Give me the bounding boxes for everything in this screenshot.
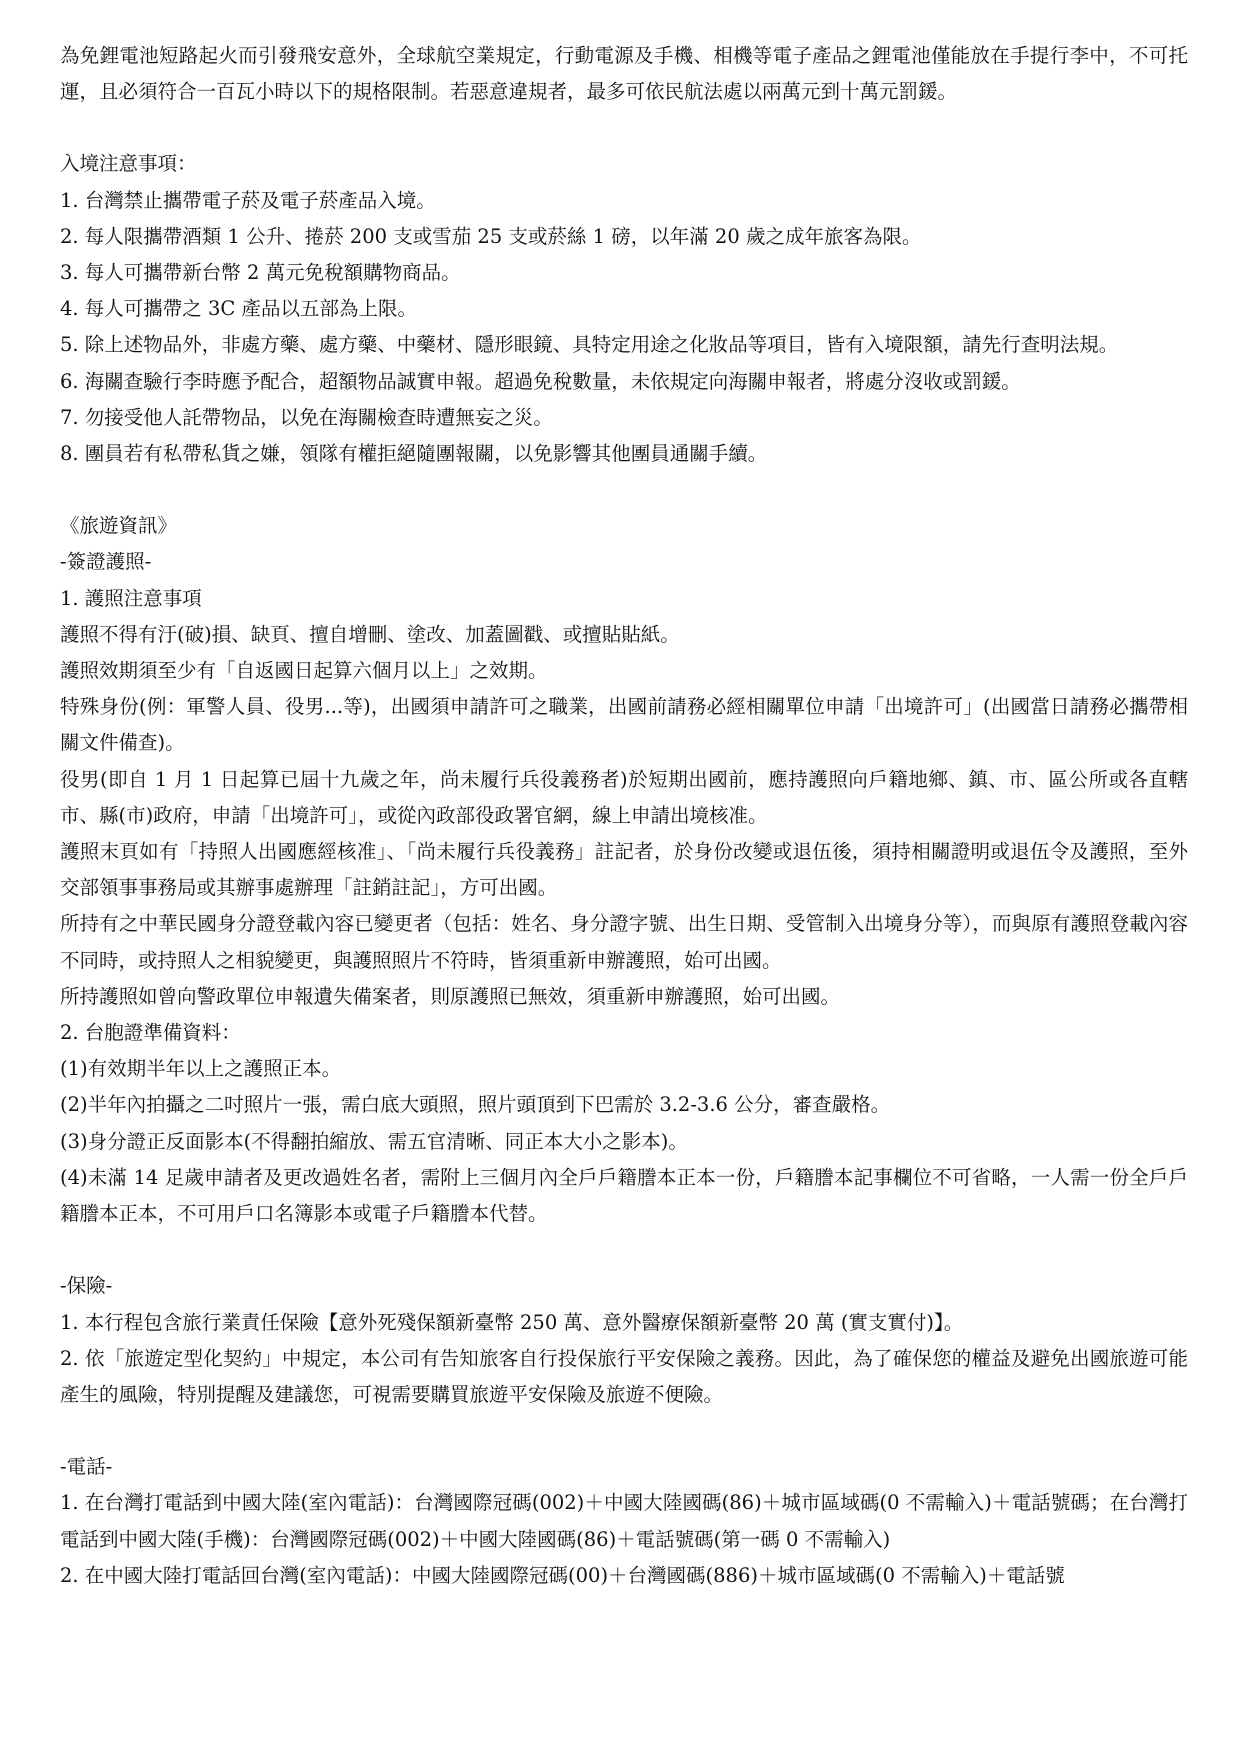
entry-item: 1. 台灣禁止攜帶電子菸及電子菸產品入境。 [60,188,436,212]
phone-heading: -電話- [60,1455,113,1479]
entry-item: 7. 勿接受他人託帶物品，以免在海關檢查時遭無妄之災。 [60,405,553,429]
spacer [60,472,1188,508]
permit-docs-title: 2. 台胞證準備資料： [60,1021,241,1045]
passport-item: 護照不得有汙(破)損、缺頁、擅自增刪、塗改、加蓋圖戳、或擅貼貼紙。 [60,622,680,646]
passport-item: 護照末頁如有「持照人出國應經核准」、「尚未履行兵役義務」註記者，於身份改變或退伍後，須持相關證明或退伍令及護照，至外交部領事事務局或其辦事處辦理「註銷註記」，方可出國。 [60,840,1188,900]
lithium-battery-notice: 為免鋰電池短路起火而引發飛安意外，全球航空業規定，行動電源及手機、相機等電子產品之鋰電池僅能放在手提行李中，不可托運，且必須符合一百瓦小時以下的規格限制。若惡意違規者，最多可依民航法處以兩萬元到十萬元罰鍰。 [60,44,1188,104]
phone-item: 2. 在中國大陸打電話回台灣(室內電話)：中國大陸國際冠碼(00)＋台灣國碼(886)＋城市區域碼(0 不需輸入)＋電話號 [60,1563,1065,1587]
permit-item: (3)身分證正反面影本(不得翻拍縮放、需五官清晰、同正本大小之影本)。 [60,1129,688,1153]
document-page [60,38,1188,1594]
entry-notes-heading: 入境注意事項： [60,152,197,176]
insurance-heading: -保險- [60,1274,113,1298]
entry-item: 3. 每人可攜帶新台幣 2 萬元免稅額購物商品。 [60,261,461,285]
insurance-item: 1. 本行程包含旅行業責任保險【意外死殘保額新臺幣 250 萬、意外醫療保額新臺幣 20 萬 (實支實付)】。 [60,1310,964,1334]
entry-item: 4. 每人可攜帶之 3C 產品以五部為上限。 [60,297,418,321]
spacer [60,1413,1188,1449]
phone-item: 1. 在台灣打電話到中國大陸(室內電話)：台灣國際冠碼(002)＋中國大陸國碼(86)＋城市區域碼(0 不需輸入)＋電話號碼；在台灣打電話到中國大陸(手機)：台灣國際冠碼(002)＋中國大陸國碼(86)＋電話號碼(第一碼 0 不需輸入) [60,1491,1188,1551]
passport-item: 護照效期須至少有「自返國日起算六個月以上」之效期。 [60,659,548,683]
passport-item: 役男(即自 1 月 1 日起算已屆十九歲之年，尚未履行兵役義務者)於短期出國前，應持護照向戶籍地鄉、鎮、市、區公所或各直轄市、縣(市)政府，申請「出境許可」，或從內政部役政署官網，線上申請出境核准。 [60,767,1188,827]
entry-item: 2. 每人限攜帶酒類 1 公升、捲菸 200 支或雪茄 25 支或菸絲 1 磅，以年滿 20 歲之成年旅客為限。 [60,224,922,248]
passport-item: 特殊身份(例：軍警人員、役男...等)，出國須申請許可之職業，出國前請務必經相關單位申請「出境許可」(出國當日請務必攜帶相關文件備查)。 [60,695,1188,755]
entry-item: 8. 團員若有私帶私貨之嫌，領隊有權拒絕隨團報關，以免影響其他團員通關手續。 [60,442,768,466]
passport-notes-title: 1. 護照注意事項 [60,586,202,610]
passport-item: 所持有之中華民國身分證登載內容已變更者（包括：姓名、身分證字號、出生日期、受管制入出境身分等），而與原有護照登載內容不同時，或持照人之相貌變更，與護照照片不符時，皆須重新申辦護照，始可出國。 [60,912,1188,972]
permit-item: (4)未滿 14 足歲申請者及更改過姓名者，需附上三個月內全戶戶籍謄本正本一份，戶籍謄本記事欄位不可省略，一人需一份全戶戶籍謄本正本，不可用戶口名簿影本或電子戶籍謄本代替。 [60,1165,1188,1226]
spacer [60,110,1188,146]
passport-item: 所持護照如曾向警政單位申報遺失備案者，則原護照已無效，須重新申辦護照，始可出國。 [60,984,841,1008]
permit-item: (2)半年內拍攝之二吋照片一張，需白底大頭照，照片頭頂到下巴需於 3.2-3.6 公分，審查嚴格。 [60,1093,891,1117]
entry-item: 6. 海關查驗行李時應予配合，超額物品誠實申報。超過免稅數量，未依規定向海關申報者，將處分沒收或罰鍰。 [60,369,1021,393]
visa-passport-heading: -簽證護照- [60,550,152,574]
permit-item: (1)有效期半年以上之護照正本。 [60,1057,342,1081]
insurance-item: 2. 依「旅遊定型化契約」中規定，本公司有告知旅客自行投保旅行平安保險之義務。因此，為了確保您的權益及避免出國旅遊可能產生的風險，特別提醒及建議您，可視需要購買旅遊平安保險及旅遊不便險。 [60,1346,1188,1406]
travel-info-heading: 《旅遊資訊》 [60,514,178,538]
entry-item: 5. 除上述物品外，非處方藥、處方藥、中藥材、隱形眼鏡、具特定用途之化妝品等項目，皆有入境限額，請先行查明法規。 [60,333,1119,357]
spacer [60,1232,1188,1268]
